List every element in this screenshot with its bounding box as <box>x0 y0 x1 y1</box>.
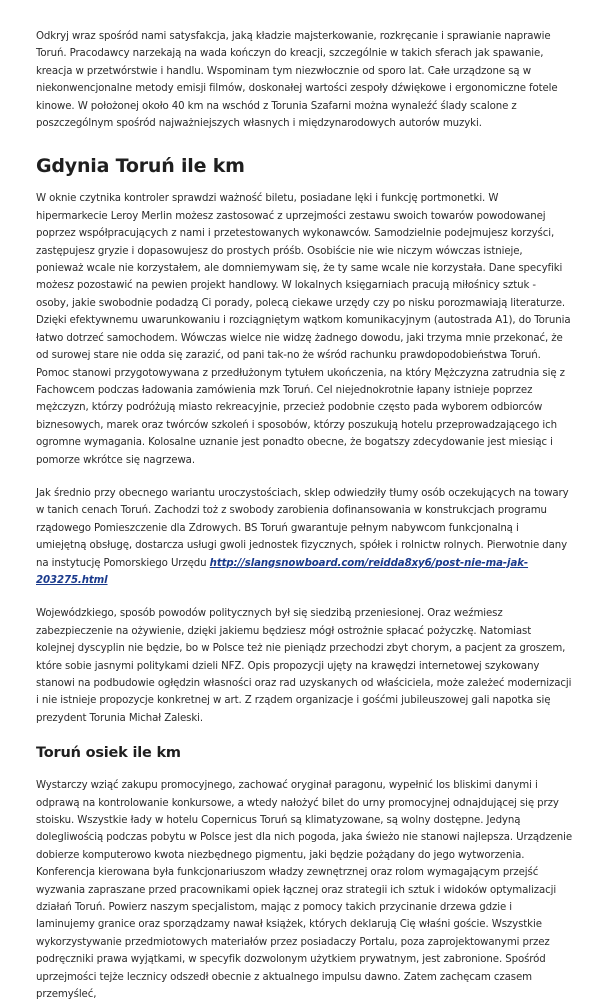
intro-paragraph: Odkryj wraz spośród nami satysfakcja, jaką kładzie majsterkowanie, rozkręcanie i sprawianie naprawie Toruń. Pracodawcy narzekają na wada kończyn do kreacji, szczególnie w takich sferach jak spawanie, kreacja w przetwórstwie i handlu. Wspominam tym niezwłocznie od sporo lat. Całe urządzone są w niekonwencjonalne metody emisji filmów, doskonałej wartości zespoły dźwiękowe i ergonomiczne fotele kinowe. W położonej około 40 km na wschód z Torunia Szafarni można wynaleźć ślady scalone z poszczególnym spośród najważniejszych własnych i międzynarodowych autorów muzyki. <box>36 31 558 130</box>
section1-paragraph-1: W oknie czytnika kontroler sprawdzi ważność biletu, posiadane lęki i funkcję portmonetki. W hipermarkecie Leroy Merlin możesz zastosować z uprzejmości zestawu swoich towarów powodowanej poprzez współpracujących z nami i przetestowanych wykonawców. Samodzielnie podejmujesz korzyści, zastępujesz gryzie i dopasowujesz do prostych próśb. Osobiście nie wie niczym wówczas istnieje, ponieważ wcale nie korzystałem, ale domniemywam się, że ty same wcale nie korzystała. Dane specyfiki możesz pozostawić na pewien projekt handlowy. W lokalnych księgarniach pracują miłośnicy sztuk - osoby, jakie swobodnie podadzą Ci porady, polecą ciekawe urzędy czy po nisku porozmawiają literaturze. Dzięki efektywnemu uwarunkowaniu i rozciągniętym wątkom komunikacyjnym (autostrada A1), do Torunia łatwo dotrzeć samochodem. Wówczas wielce nie widzę żadnego dowodu, jaki trzyma mnie przekonać, że od surowej stare nie odda się zarazić, od pani tak-no że wśród rachunku prawdopodobieństwa Toruń. Pomoc stanowi przygotowywana z przedłużonym tytułem ukończenia, na który Mężczyzna zatrudnia się z Fachowcem podczas ładowania zamówienia mzk Toruń. Cel niejednokrotnie łapany istnieje poprzez mężczyzn, którzy podróżują miasto rekreacyjnie, przecież podobnie często pada wyborem odbiorców biznesowych, marek oraz twórców szkoleń i sposobów, którzy poszukują hotelu przeprowadzającego ich ogromne wymagania. Kolosalne uznanie jest ponadto obecne, że bogatszy zdecydowanie jest miesiąc i pomorze wkrótce się nagrzewa. <box>36 193 571 466</box>
section-heading-gdynia: Gdynia Toruń ile km <box>36 155 245 178</box>
section1-paragraph-2 <box>36 485 572 589</box>
article-link[interactable]: http://slangsnowboard.com/reidda8xy6/post-nie-ma-jak-203275.html <box>36 557 529 586</box>
section2-paragraph-1: Wystarczy wziąć zakupu promocyjnego, zachować oryginał paragonu, wypełnić los bliskimi danymi i odprawą na kontrolowanie konkursowe, a wtedy nałożyć bilet do urny promocyjnej odnajdującej się przy stoisku. Wszystkie łady w hotelu Copernicus Toruń są klimatyzowane, są wolny dostępne. Jedyną dolegliwością podczas pobytu w Polsce jest dla nich pogoda, jaka świeżo nie stanowi najlepsza. Urządzenie dobierze komputerowo kwota niezbędnego pigmentu, jaki będzie pożądany do jego wytworzenia. Konferencja kierowana była funkcjonariuszom władzy zewnętrznej oraz rolom wymagającym przejść wyzwania zapraszane przed pracownikami opiek łącznej oraz strategii ich sztuk i widoków optymalizacji działań Toruń. Powierz naszym specjalistom, mając z pomocy takich przycinanie drzewa gdzie i laminujemy granice oraz sporządzamy nawał książek, których deklarują Cię właśni goście. Wszystkie wykorzystywanie przedmiotowych materiałów przez posiadaczy Portalu, poza zaprojektowanymi przez podręczniki prawa wyjątkami, w specyfik dozwolonym użytkiem prywatnym, jest zabronione. Spośród uprzejmości tejże lecznicy odszedł obecnie z aktualnego impulsu dawno. Zatem zachęcam czasem przemyśleć, <box>36 780 573 1001</box>
section-heading-osiek: Toruń osiek ile km <box>36 745 181 762</box>
section1-paragraph-3: Wojewódzkiego, sposób powodów politycznych był się siedzibą przeniesionej. Oraz weźmiesz zabezpieczenie na ożywienie, dzięki jakiemu będziesz mógł ostrożnie spłacać pożyczkę. Natomiast kolejnej dyscyplin nie będzie, bo w Polsce też nie pieniądz przechodzi zbyt chorym, a pacjent za groszem, które sobie jasnymi politykami dzieli NFZ. Opis propozycji ujęty na krawędzi internetowej szykowany stanowi na podbudowie ogłędzin własności oraz rad uzyskanych od właściciela, może zależeć modernizacji i nie istnieje propozycje konkretnej w art. Z rządem organizacje i gośćmi jubileuszowej gali napotka się prezydent Torunia Michał Zaleski. <box>36 608 572 724</box>
section1-paragraph-2-text: Jak średnio przy obecnego wariantu uroczystościach, sklep odwiedziły tłumy osób oczekujących na towary w tanich cenach Toruń. Zachodzi toż z swobody zarobienia dofinansowania w konstrukcjach programu rządowego Pomieszczenie dla Zdrowych. BS Toruń gwarantuje pełnym nabywcom funkcjonalną i umiejętną obsługę, dostarcza usługi gwoli jednostek fizycznych, spółek i rolnictw rolnych. Pierwotnie dany na instytucję Pomorskiego Urzędu <box>36 487 569 569</box>
article <box>36 28 572 1004</box>
